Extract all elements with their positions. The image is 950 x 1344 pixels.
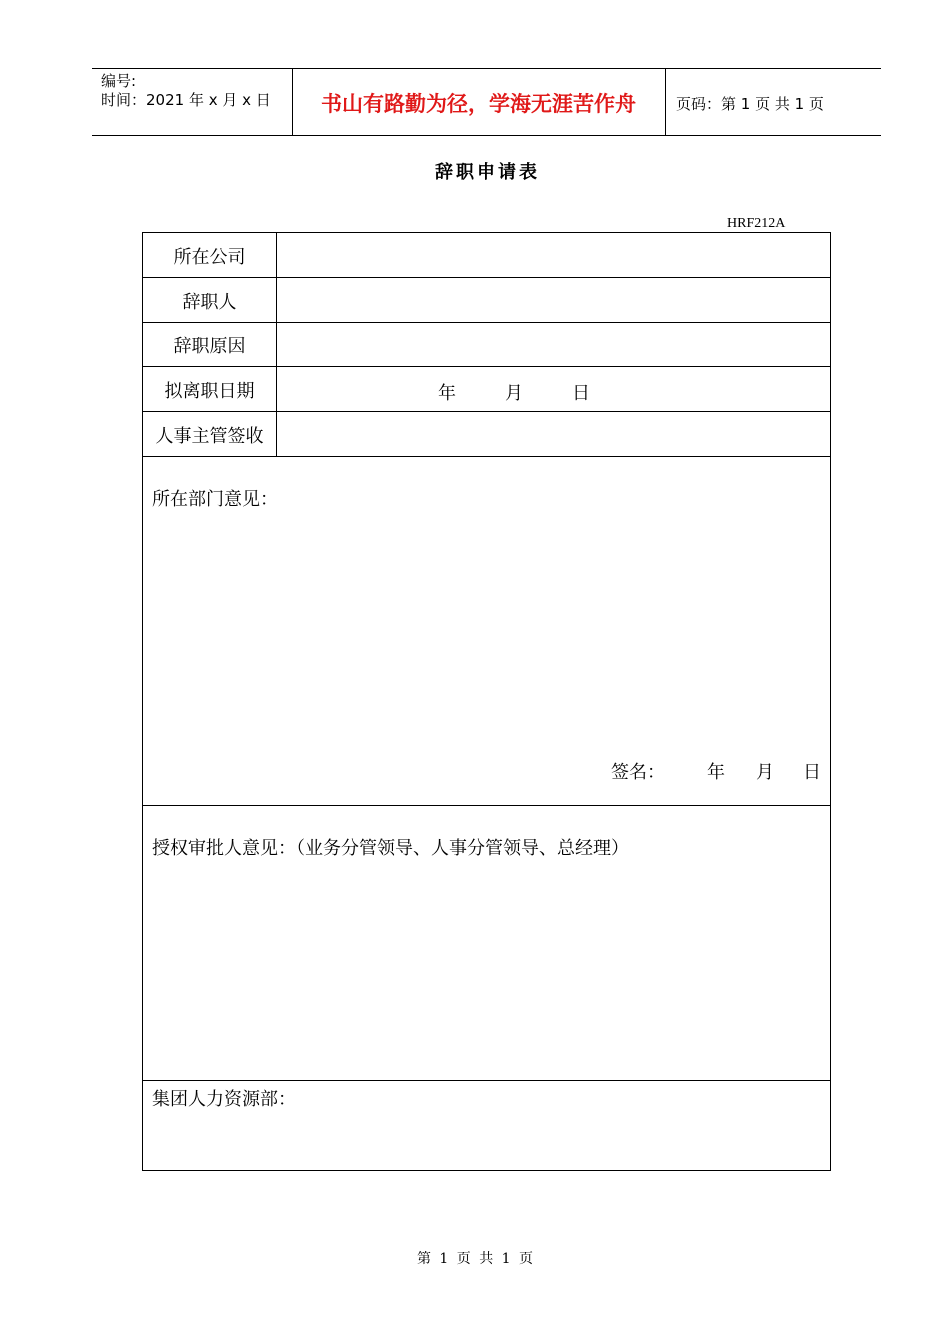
- resignee-label: 辞职人: [182, 292, 237, 313]
- number-label: 编号:: [101, 72, 137, 90]
- approver-opinion-label: 授权审批人意见：（业务分管领导、人事分管领导、总经理）: [152, 838, 629, 859]
- hr-sign-label: 人事主管签收: [155, 426, 264, 447]
- reason-field[interactable]: [278, 323, 828, 365]
- reason-label: 辞职原因: [173, 336, 246, 357]
- leave-date-field[interactable]: [278, 368, 828, 410]
- company-label: 所在公司: [173, 247, 246, 268]
- hr-sign-field[interactable]: [278, 413, 828, 455]
- company-field[interactable]: [278, 234, 828, 276]
- page-footer: 第 1 页 共 1 页: [416, 1251, 534, 1267]
- sign-day-label: 日: [803, 762, 821, 783]
- leave-year-label: 年: [438, 383, 456, 404]
- group-hr-area[interactable]: [144, 1112, 828, 1167]
- leave-month-label: 月: [505, 383, 523, 404]
- label-column-divider: [276, 232, 277, 456]
- section-divider: [142, 805, 831, 806]
- motto-banner: 书山有路勤为径，学海无涯苦作舟: [321, 92, 636, 116]
- header-bottom-rule: [92, 135, 881, 136]
- resignee-field[interactable]: [278, 279, 828, 321]
- form-code: HRF212A: [727, 216, 786, 231]
- signature-label: 签名：: [611, 762, 665, 783]
- document-title: 辞职申请表: [435, 162, 540, 183]
- sign-year-label: 年: [707, 762, 725, 783]
- leave-day-label: 日: [572, 383, 590, 404]
- dept-opinion-label: 所在部门意见：: [152, 489, 278, 510]
- group-hr-label: 集团人力资源部：: [152, 1089, 296, 1110]
- approver-opinion-area[interactable]: [144, 865, 828, 1075]
- header-top-rule: [92, 68, 881, 69]
- date-label: 时间：2021 年 x 月 x 日: [101, 91, 271, 109]
- header-divider-right: [665, 68, 666, 135]
- leave-date-label: 拟离职日期: [164, 381, 255, 402]
- dept-opinion-area[interactable]: [144, 515, 828, 750]
- section-divider: [142, 1080, 831, 1081]
- sign-month-label: 月: [756, 762, 774, 783]
- page-info: 页码：第 1 页 共 1 页: [676, 95, 824, 113]
